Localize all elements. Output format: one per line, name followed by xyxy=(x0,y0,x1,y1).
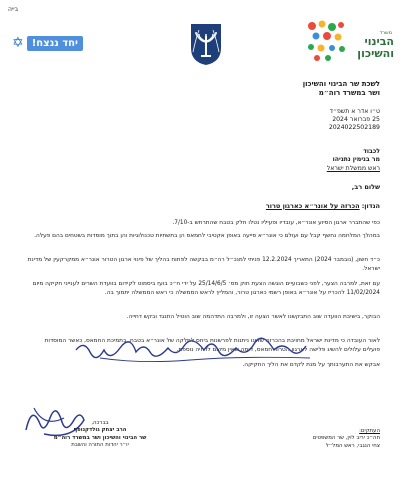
bh-mark: בייה xyxy=(8,6,19,13)
party-logo xyxy=(12,32,92,54)
recipient-prefix: לכבוד xyxy=(363,148,380,155)
cc-line: צחי הנגבי, ראש המל״ל xyxy=(325,442,380,449)
greeting: שלום רב, xyxy=(351,183,380,191)
signature-closing: בברכה, xyxy=(91,420,109,426)
body-paragraph: כפי שהתברר ארגון הסיוע אונר״א, עובדיו ופעיליו נטלו חלק בטבח שהתרחש ב-7/10. xyxy=(172,220,380,226)
body-paragraph: עם זאת, למרבה הצער, לפני כשבועיים הוגשה הצעת חוק מס׳ 25/14/6/5 על ידי ח״כ בועז ביסמוט לקידום בוועדת השרים לענייני חקיקה מיום 11/02/2024 להכריז על אונר״א באופן רשמי כארגון טרור, והמליץ לראש הממשלה כי ראש הממשלה יתמוך בה. xyxy=(32,281,380,296)
handwritten-note xyxy=(70,336,340,366)
recipient-block xyxy=(327,148,380,173)
office-heading xyxy=(303,80,380,99)
office-line1: לשכת שר הבינוי והשיכון xyxy=(302,80,380,88)
signatory-role1: שר הבינוי והשיכון ושר במשרד רוה״מ xyxy=(53,434,147,441)
hebrew-date: ט״ו אדר א תשפ״ד xyxy=(329,108,380,115)
signature-text xyxy=(40,420,160,449)
subject-line xyxy=(266,202,380,210)
body-paragraph: הבוקר, בישיבת הוועדה שוב התבקשנו לאשר הצעה זו, ולמרבה התדהמה שוב הוטיל התנגד ובקש דחייה. xyxy=(126,314,380,320)
gregorian-date: 25 פברואר 2024 xyxy=(332,116,380,124)
reference-number: 2024022502189 xyxy=(328,124,380,132)
recipient-name: מר בנימין נתניהו xyxy=(332,156,380,164)
body-paragraph: אבקש את התערבותך על מנת לקדם את הליך החקיקה. xyxy=(242,362,380,368)
ministry-logo xyxy=(308,16,400,72)
ministry-logo-line2: והשיכון xyxy=(357,46,394,60)
signatory-name: הרב יצחק גולדקנופף xyxy=(73,427,127,434)
body-paragraph: במהלך המלחמה נחשף קבל עם ועולם כי אונר״א סייעה באופן אקטיבי לחמאס הן בתשתיות טכנולוגיות והן בתוך מוסדות בשטחים בהם פעלה. xyxy=(34,233,380,239)
cc-block xyxy=(313,428,380,450)
recipient-title: ראש ממשלת ישראל xyxy=(326,164,380,172)
star-of-david-icon: ✡ xyxy=(12,35,24,51)
ministry-logo-small-text: משרד xyxy=(379,30,392,36)
subject-label: הנדון: xyxy=(361,202,380,210)
ministry-logo-dots-icon xyxy=(306,20,346,62)
state-emblem-icon xyxy=(188,22,224,66)
office-line2: ושר במשרד רוה״מ xyxy=(318,89,380,98)
body-paragraph: כ״ד חשון, (נובמבר 2024) התאריך 12.2.2024 פניתי למנכ״ל רה״מ בבקשה לפתוח בהליך של פינוי ארגון הטרור אונר״א ממקרקעין של מדינת ישראל. xyxy=(27,257,380,272)
cc-line: חה״כ יריב לוין, שר המשפטים xyxy=(312,435,380,442)
body-paragraph: לאור העובדה כי מדינת ישראל מחויבת בהכרזה שאינו ניתנות לפרשנות ביחס לתלקה של אונר״א בטבח, בתמיכת החמאס, כאשר המוסדות פועלים עלולים להשיג פלישה לארגון הטרור חמאס, דומה שאין מקום לדחיה נוספת. xyxy=(44,338,380,353)
ministry-logo-line1: הבינוי xyxy=(364,35,394,48)
party-logo-text: יחד ננצח! xyxy=(27,36,83,51)
ministry-logo-name xyxy=(357,36,394,59)
subject-text: הכרזה על אונר״א כארגון טרור xyxy=(265,202,360,210)
signature-block xyxy=(14,400,164,468)
cc-label: העתקים: xyxy=(359,428,380,434)
date-block xyxy=(329,108,380,132)
signatory-role2: יו״ר יהדות התורה והשבת xyxy=(71,441,129,448)
